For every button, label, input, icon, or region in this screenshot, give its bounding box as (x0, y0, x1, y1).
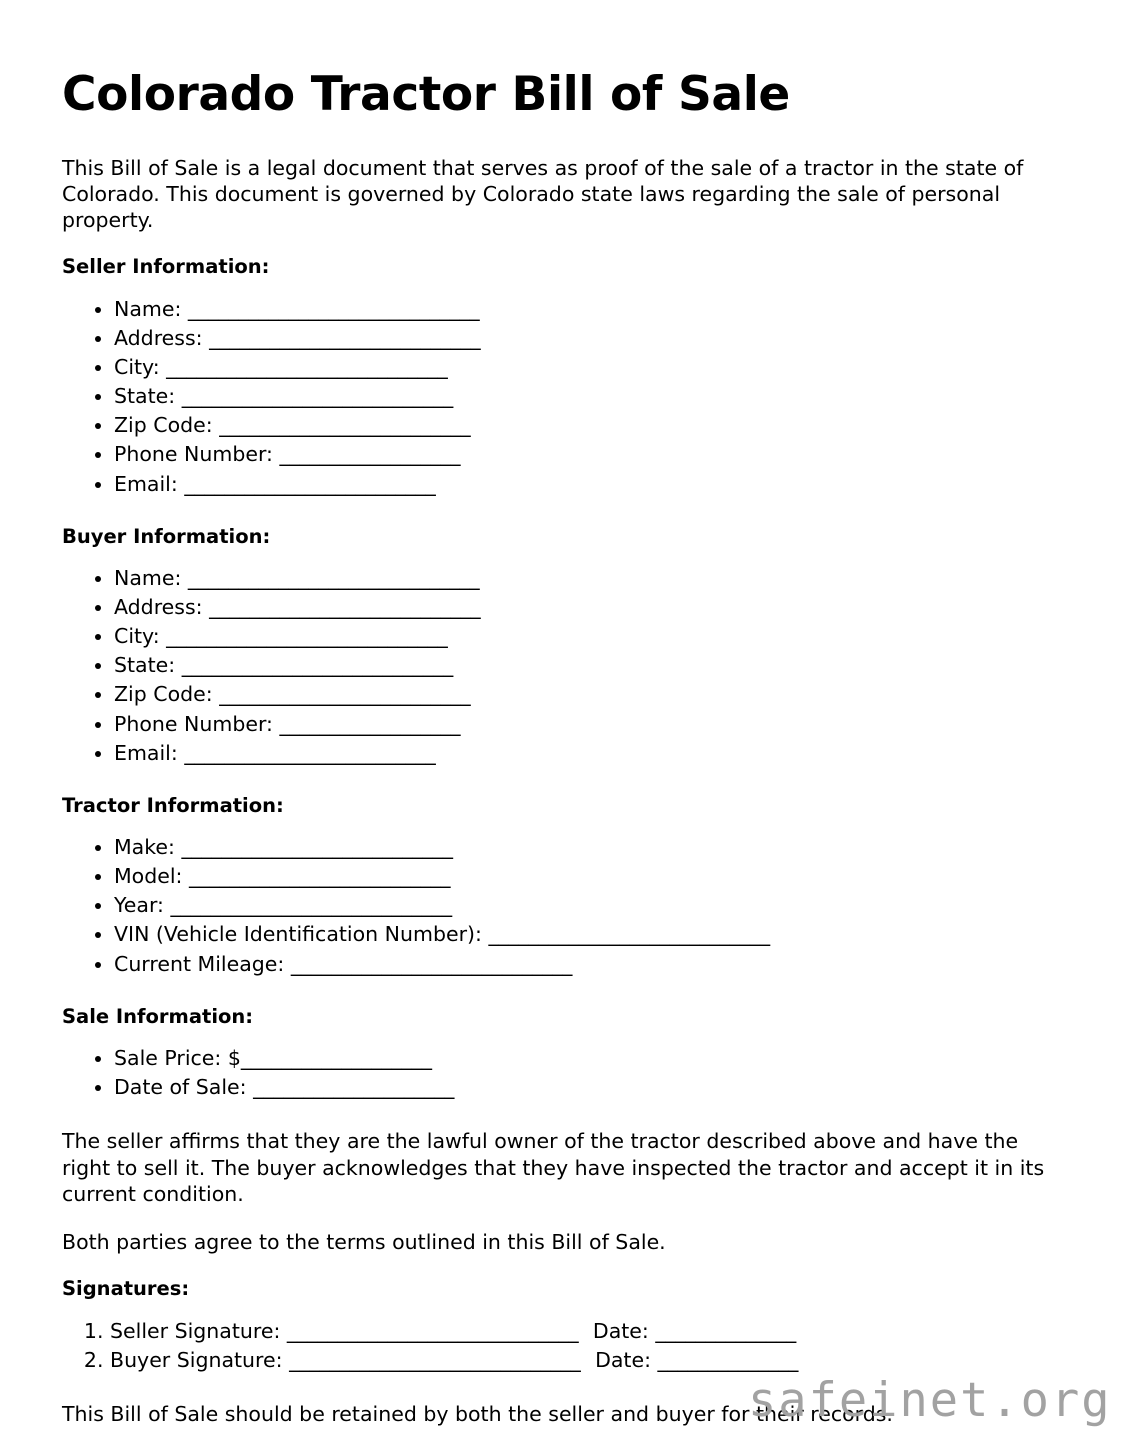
field-label: State: (114, 384, 176, 409)
list-item (114, 324, 1062, 353)
list-item (114, 411, 1062, 440)
date-label: Date: (595, 1347, 651, 1372)
seller-information-heading: Seller Information: (62, 255, 270, 279)
field-label: City: (114, 624, 160, 649)
field-blank[interactable]: ____________________________ (170, 893, 452, 918)
field-label: Zip Code: (114, 682, 213, 707)
sale-field-list (62, 1044, 1062, 1102)
list-item (110, 1346, 1062, 1375)
field-label: Model: (114, 864, 183, 889)
field-blank[interactable]: ___________________________ (181, 653, 454, 678)
field-label: Zip Code: (114, 413, 213, 438)
list-item (114, 680, 1062, 709)
retention-paragraph: This Bill of Sale should be retained by both the seller and buyer for their records. (62, 1401, 893, 1426)
field-label: Make: (114, 835, 175, 860)
date-label: Date: (592, 1318, 649, 1343)
sale-information-heading: Sale Information: (62, 1004, 254, 1028)
field-label: Name: (114, 566, 182, 590)
agreement-paragraph: Both parties agree to the terms outlined in this Bill of Sale. (62, 1230, 666, 1255)
field-blank[interactable]: _________________________ (219, 413, 471, 438)
list-item (114, 920, 1062, 949)
field-blank[interactable]: ___________________________ (209, 325, 481, 350)
affirmation-paragraph: The seller affirms that they are the lawful owner of the tractor described above and have the right to sell it. The buyer acknowledges that they have inspected the tractor and accept it in its current condition. (62, 1129, 1045, 1206)
field-blank[interactable]: __________________ (279, 711, 461, 736)
list-item (114, 564, 1062, 593)
signature-blank[interactable]: _____________________________ (286, 1318, 579, 1343)
field-blank[interactable]: ____________________________ (166, 624, 448, 649)
intro-paragraph: This Bill of Sale is a legal document that serves as proof of the sale of a tractor in the state of Colorado. This document is governed by Colorado state laws regarding the sale of personal property. (62, 155, 1024, 233)
list-item (114, 739, 1062, 768)
page-title: Colorado Tractor Bill of Sale (62, 67, 790, 122)
buyer-information-heading: Buyer Information: (62, 524, 271, 548)
field-label: City: (114, 355, 160, 380)
field-label: VIN (Vehicle Identification Number): (114, 922, 482, 947)
field-blank[interactable]: ____________________________ (290, 951, 573, 976)
list-item (114, 710, 1062, 739)
seller-field-list (62, 295, 1062, 499)
field-blank[interactable]: _____________________________ (187, 566, 480, 590)
list-item (114, 1044, 1062, 1073)
field-label: Year: (114, 893, 164, 918)
field-blank[interactable]: ____________________________ (166, 355, 448, 380)
tractor-field-list (62, 833, 1062, 979)
list-item (110, 1317, 1062, 1346)
date-blank[interactable]: ______________ (655, 1318, 797, 1343)
field-blank[interactable]: ___________________________ (181, 384, 454, 409)
list-item (114, 382, 1062, 411)
list-item (114, 470, 1062, 499)
watermark: safeinet.org (748, 1373, 1112, 1428)
list-item (114, 295, 1062, 324)
list-item (114, 353, 1062, 382)
field-label: Address: (114, 595, 203, 620)
list-item (114, 651, 1062, 680)
field-label: Phone Number: (114, 711, 273, 736)
list-item (114, 622, 1062, 651)
list-item (114, 1073, 1062, 1102)
field-blank[interactable]: ___________________________ (181, 835, 453, 860)
field-label: Name: (114, 296, 182, 321)
field-blank[interactable]: ___________________________ (209, 595, 481, 620)
field-blank[interactable]: ____________________ (253, 1075, 455, 1100)
date-blank[interactable]: ______________ (657, 1347, 799, 1372)
field-label: Email: (114, 740, 178, 765)
list-item (114, 891, 1062, 920)
list-item (114, 862, 1062, 891)
signature-blank[interactable]: _____________________________ (289, 1347, 581, 1372)
field-label: Address: (114, 325, 203, 350)
field-blank[interactable]: _________________________ (184, 471, 436, 496)
list-item (114, 950, 1062, 979)
buyer-field-list (62, 564, 1062, 768)
field-label: Sale Price: $ (114, 1046, 241, 1071)
signature-label: Buyer Signature: (110, 1347, 283, 1372)
field-blank[interactable]: ____________________________ (488, 922, 770, 947)
field-label: Date of Sale: (114, 1075, 247, 1100)
field-blank[interactable]: ___________________ (240, 1046, 432, 1071)
tractor-information-heading: Tractor Information: (62, 793, 284, 817)
field-blank[interactable]: _____________________________ (187, 296, 480, 321)
field-blank[interactable]: __________________________ (189, 864, 451, 889)
list-item (114, 593, 1062, 622)
signature-label: Seller Signature: (110, 1318, 281, 1343)
field-label: Phone Number: (114, 442, 273, 467)
field-blank[interactable]: __________________ (279, 442, 461, 467)
signature-list (62, 1317, 1062, 1375)
list-item (114, 833, 1062, 862)
field-label: State: (114, 653, 176, 678)
field-label: Current Mileage: (114, 951, 285, 976)
list-item (114, 440, 1062, 469)
signatures-heading: Signatures: (62, 1277, 190, 1301)
field-label: Email: (114, 471, 178, 496)
field-blank[interactable]: _________________________ (219, 682, 471, 707)
field-blank[interactable]: _________________________ (184, 740, 436, 765)
